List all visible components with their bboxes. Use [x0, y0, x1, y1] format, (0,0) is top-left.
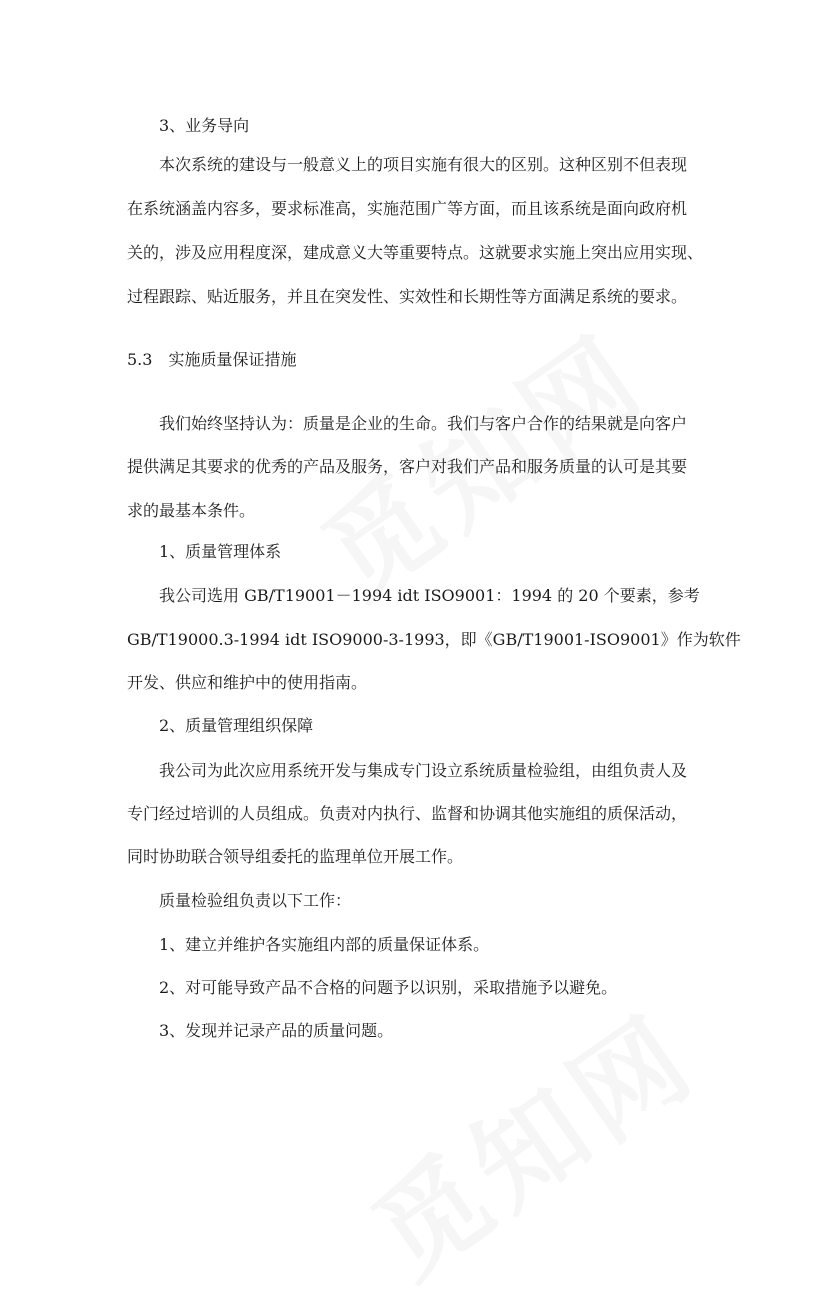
paragraph-line: GB/T19000.3-1994 idt ISO9000-3-1993，即《GB/T19001-ISO9001》作为软件	[127, 630, 741, 649]
subheading-business-orientation: 3、业务导向	[159, 116, 250, 135]
paragraph-line: 在系统涵盖内容多，要求标准高，实施范围广等方面，而且该系统是面向政府机	[127, 199, 688, 218]
list-item: 3、发现并记录产品的质量问题。	[159, 1021, 394, 1040]
list-item: 1、建立并维护各实施组内部的质量保证体系。	[159, 935, 490, 954]
paragraph-line: 提供满足其要求的优秀的产品及服务，客户对我们产品和服务质量的认可是其要	[127, 457, 688, 476]
subheading-quality-organization: 2、质量管理组织保障	[159, 716, 314, 735]
watermark	[337, 971, 723, 1307]
paragraph-line: 求的最基本条件。	[127, 501, 256, 520]
list-item: 2、对可能导致产品不合格的问题予以识别，采取措施予以避免。	[159, 978, 618, 997]
paragraph-line: 质量检验组负责以下工作：	[159, 891, 352, 910]
paragraph-line: 本次系统的建设与一般意义上的项目实施有很大的区别。这种区别不但表现	[159, 155, 688, 174]
paragraph-line: 同时协助联合领导组委托的监理单位开展工作。	[127, 847, 464, 866]
section-title: 5.3 实施质量保证措施	[127, 350, 297, 369]
paragraph-line: 开发、供应和维护中的使用指南。	[127, 673, 368, 692]
paragraph-line: 过程跟踪、贴近服务，并且在突发性、实效性和长期性等方面满足系统的要求。	[127, 287, 688, 306]
paragraph-line: 我们始终坚持认为：质量是企业的生命。我们与客户合作的结果就是向客户	[159, 414, 688, 433]
paragraph-line: 我公司为此次应用系统开发与集成专门设立系统质量检验组，由组负责人及	[159, 761, 688, 780]
paragraph-line: 专门经过培训的人员组成。负责对内执行、监督和协调其他实施组的质保活动，	[127, 804, 688, 823]
paragraph-line: 关的，涉及应用程度深，建成意义大等重要特点。这就要求实施上突出应用实现、	[127, 243, 704, 262]
paragraph-line: 我公司选用 GB/T19001－1994 idt ISO9001：1994 的 20 个要素，参考	[159, 586, 700, 605]
subheading-quality-system: 1、质量管理体系	[159, 542, 282, 561]
